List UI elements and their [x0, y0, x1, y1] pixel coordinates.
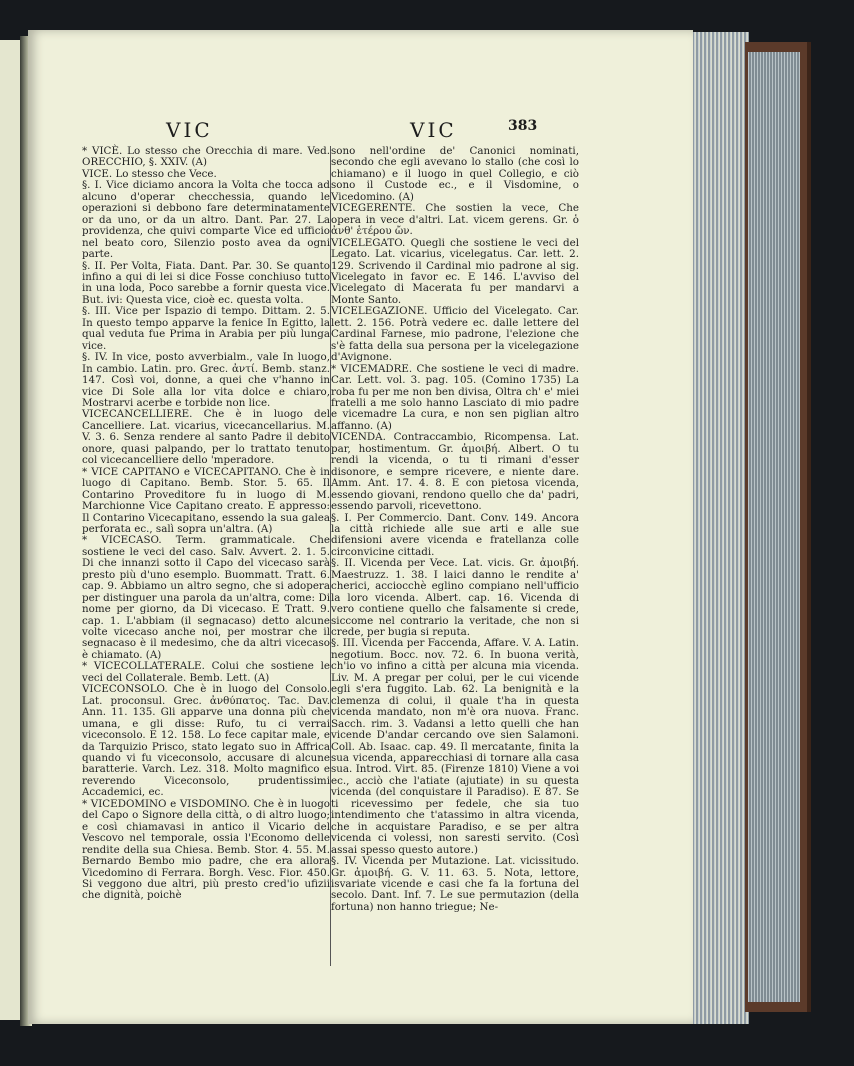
entry-vice-s1: §. I. Vice diciamo ancora la Volta che tocca ad alcuno d'operar checchessia, quando le operazioni si debbono fare determinatamente or da uno, or da un altro. Dant. Par. 27. La providenza, che quivi comparte Vice ed ufficio nel beato coro, Silenzio posto avea da ogni parte.	[82, 179, 330, 261]
header-center: VIC	[410, 118, 457, 142]
entry-vicecaso: * VICECASO. Term. grammaticale. Che sostiene le veci del caso. Salv. Avvert. 2. 1. 5. Di che innanzi sotto il Capo del vicecaso sarà presto più d'uno esemplo. Buommatt. Tratt. 6. cap. 9. Abbiamo un altro segno, che si adopera per distinguer una parola da un'altra, come: Di nome per giorno, da Di vicecaso. E Tratt. 9. cap. 1. L'abbiam (il segnacaso) detto alcune volte vicecaso anche noi, per mostrar che il segnacaso è il medesimo, che da altri vicecaso è chiamato. (A)	[82, 534, 330, 661]
entry-vice-s2: §. II. Per Volta, Fiata. Dant. Par. 30. Se quanto infino a qui di lei si dice Fosse conchiuso tutto in una loda, Poco sarebbe a fornir questa vice. But. ivi: Questa vice, cioè ec. questa volta.	[82, 259, 330, 306]
entry-vicenda-s1: §. I. Per Commercio. Dant. Conv. 149. Ancora la città richiede alle sue arti e alle sue difensioni avere vicenda e fratellanza colle circonvicine cittadi.	[331, 511, 579, 558]
entry-vicecancelliere: VICECANCELLIERE. Che è in luogo del Cancelliere. Lat. vicarius, vicecancellarius. M. V. 3. 6. Senza rendere al santo Padre il debito onore, quasi palpando, per lo trattato tenuto col vicecancelliere dello 'mperadore.	[82, 408, 330, 467]
entry-vicedomino: * VICEDOMINO e VISDOMINO. Che è in luogo del Capo o Signore della città, o di altro luogo; e così chiamavasi in antico il Vicario del Vescovo nel temporale, ossia l'Economo delle rendite della sua Chiesa. Bemb. Stor. 4. 55. M. Bernardo Bembo mio padre, che era allora Vicedomino di Ferrara. Borgh. Vesc. Fior. 450. Si veggono due altri, più presto cred'io ufizii che dignità, poichè	[82, 797, 330, 902]
entry-vicenda-s4: §. IV. Vicenda per Mutazione. Lat. vicissitudo. Gr. ἀμοιβή. G. V. 11. 63. 5. Nota, lettore, isvariate vicende e casi che fa la fortuna del secolo. Dant. Inf. 7. Le sue permutazion (della fortuna) non hanno triegue; Ne-	[331, 855, 579, 913]
entry-vicecollaterale: * VICECOLLATERALE. Colui che sostiene le veci del Collaterale. Bemb. Lett. (A)	[82, 660, 330, 684]
entry-vicemadre: * VICEMADRE. Che sostiene le veci di madre. Car. Lett. vol. 3. pag. 105. (Comino 1735) La roba fu per me non ben divisa, Oltra ch' e' miei fratelli a me solo hanno Lasciato di mio padre e vicemadre La cura, e non sen piglian altro affanno. (A)	[331, 362, 579, 432]
running-head	[28, 118, 693, 142]
entry-vice-s4: §. IV. In vice, posto avverbialm., vale In luogo, In cambio. Latin. pro. Grec. ἀντί. Bemb. stanz. 147. Così voi, donne, a quei che v'hanno in vice Di Sole alla lor vita dolce e chiaro, Mostrarvi acerbe e torbide non lice.	[82, 351, 330, 409]
entry-viceconsolo: VICECONSOLO. Che è in luogo del Consolo. Lat. proconsul. Grec. ἀνθύπατος. Tac. Dav. Ann. 11. 135. Gli apparve una donna più che umana, e gli disse: Rufo, tu ci verrai viceconsolo. E 12. 158. Lo fece capitar male, e da Tarquizio Prisco, stato legato suo in Affrica quando vi fu viceconsolo, accusare di alcune baratterie. Varch. Lez. 318. Molto magnifico e reverendo Viceconsolo, prudentissimi Accademici, ec.	[82, 683, 330, 799]
entry-vice-orecchia: * VICÈ. Lo stesso che Orecchia di mare. Ved. ORECCHIO, §. XXIV. (A)	[82, 145, 330, 169]
column-left	[82, 146, 330, 902]
entry-vice: VICE. Lo stesso che Vece.	[82, 167, 217, 180]
entry-vicegerente: VICEGERENTE. Che sostien la vece, Che opera in vece d'altri. Lat. vicem gerens. Gr. ὁ ἀνθ' ἑτέρου ὤν.	[331, 202, 579, 238]
page-block	[748, 52, 800, 1002]
entry-vicenda-s2: §. II. Vicenda per Vece. Lat. vicis. Gr. ἀμοιβή. Maestruzz. 1. 38. I laici danno le rendite a' cherici, acciocchè eglino compiano nell'ufficio la loro vicenda. Albert. cap. 16. Vicenda di vero contiene quello che falsamente si crede, siccome nel contrario la veritade, che non si crede, per bugia si reputa.	[331, 557, 579, 639]
entry-vicelegazione: VICELEGAZIONE. Ufficio del Vicelegato. Car. lett. 2. 156. Potrà vedere ec. dalle lettere del Cardinal Farnese, mio padrone, l'elezione che s'è fatta della sua persona per la vicelegazione d'Avignone.	[331, 305, 579, 364]
entry-vicecapitano: * VICE CAPITANO e VICECAPITANO. Che è in luogo di Capitano. Bemb. Stor. 5. 65. Il Contarino Proveditore fu in luogo di M. Marchionne Vice Capitano creato. E appresso: Il Contarino Vicecapitano, essendo la sua galea perforata ec., salì sopra un'altra. (A)	[82, 465, 330, 535]
entry-vice-s3: §. III. Vice per Ispazio di tempo. Dittam. 2. 5. In questo tempo apparve la fenice In Egitto, la qual veduta fue Prima in Arabia per più lunga vice.	[82, 305, 330, 352]
entry-vicelegato: VICELEGATO. Quegli che sostiene le veci del Legato. Lat. vicarius, vicelegatus. Car. lett. 2. 129. Scrivendo il Cardinal mio padrone al sig. Vicelegato in favor ec. E 146. L'avviso del Vicelegato di Macerata fu per mandarvi a Monte Santo.	[331, 236, 579, 306]
entry-continuation: sono nell'ordine de' Canonici nominati, secondo che egli avevano lo stallo (che così lo chiamano) e il luogo in quel Collegio, e ciò sono il Custode ec., e il Visdomine, o Vicedomino. (A)	[331, 145, 579, 203]
book-page	[28, 30, 693, 1024]
column-right	[331, 146, 579, 913]
page-number: 383	[508, 118, 538, 134]
entry-vicenda-s3: §. III. Vicenda per Faccenda, Affare. V. A. Latin. negotium. Bocc. nov. 72. 6. In buona verità, ch'io vo infino a città per alcuna mia vicenda. Liv. M. A pregar per colui, per le cui vicende egli s'era fuggito. Lab. 62. La benignità e la clemenza di colui, il quale t'ha in questa vicenda mandato, non m'è ora nuova. Franc. Sacch. rim. 3. Vadansi a letto quelli che han vicende D'andar cercando ove sien Salamoni. Coll. Ab. Isaac. cap. 49. Il mercatante, finita la sua vicenda, apparecchiasi di tornare alla casa sua. Introd. Virt. 85. (Firenze 1810) Viene a voi ec., acciò che l'atiate (ajutiate) in su questa vicenda (del conquistare il Paradiso). E 87. Se ti ricevessimo per fedele, che sia tuo intendimento che t'atassimo in altra vicenda, che in acquistare Paradiso, e se per altra vicenda ci volessi, non saresti servito. (Così assai spesso questo autore.)	[331, 637, 579, 856]
entry-vicenda: VICENDA. Contraccambio, Ricompensa. Lat. par, hostimentum. Gr. ἀμοιβή. Albert. O tu rendi la vicenda, o tu ti rimani d'esser disonore, e sempre ricevere, e niente dare. Amm. Ant. 17. 4. 8. E con pietosa vicenda, essendo giovani, rendono quello che da' padri, essendo parvoli, ricevettono.	[331, 431, 579, 513]
header-left: VIC	[166, 118, 213, 142]
